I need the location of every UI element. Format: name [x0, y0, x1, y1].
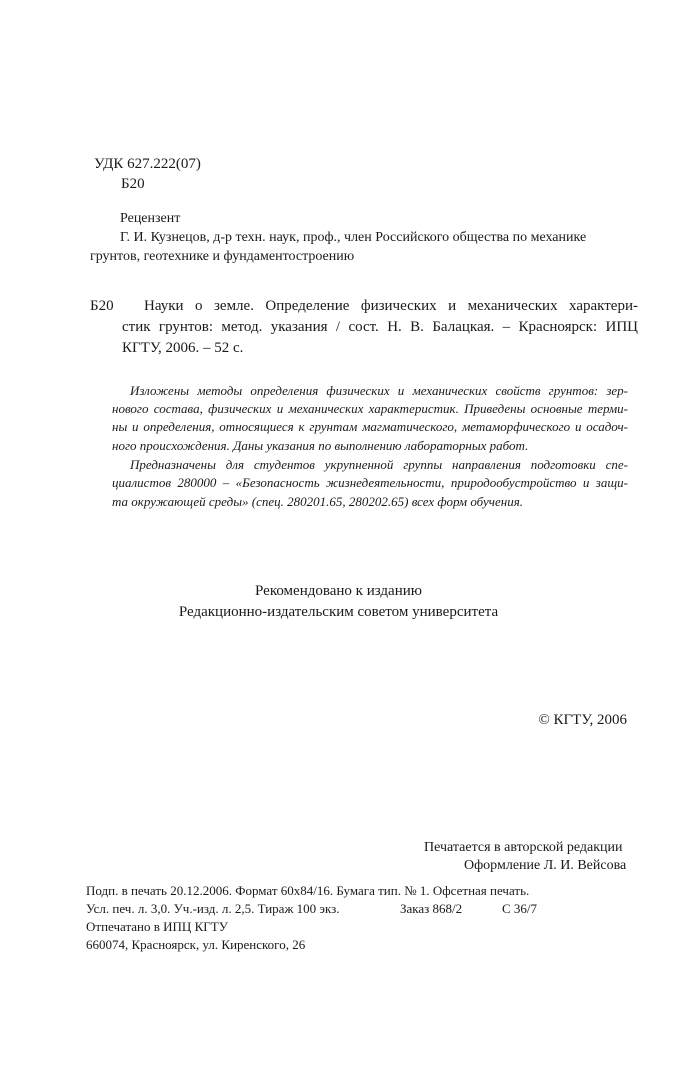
copyright: © КГТУ, 2006	[538, 712, 627, 728]
reviewer-line-1: Г. И. Кузнецов, д-р техн. наук, проф., член Российского общества по механике	[120, 230, 587, 245]
imprint-order: Заказ 868/2	[400, 901, 463, 916]
abstract-line: нового состава, физических и механических характеристик. Приведены основные терми-	[112, 401, 628, 416]
bib-line-3: КГТУ, 2006. – 52 с.	[122, 340, 244, 356]
recommendation-line-2: Редакционно-издательским советом университета	[178, 604, 499, 620]
imprint-line-3: Отпечатано в ИПЦ КГТУ	[86, 919, 228, 934]
abstract-line: та окружающей среды» (спец. 280201.65, 280202.65) всех форм обучения.	[112, 494, 524, 509]
abstract-line: Изложены методы определения физических и механических свойств грунтов: зер-	[130, 383, 628, 398]
imprint-line-1: Подп. в печать 20.12.2006. Формат 60х84/16. Бумага тип. № 1. Офсетная печать.	[86, 883, 530, 898]
abstract-line: циалистов 280000 – «Безопасность жизнедеятельности, природообустройство и защи-	[112, 475, 628, 490]
imprint-line-4: 660074, Красноярск, ул. Киренского, 26	[86, 937, 306, 952]
imprint-code: С 36/7	[502, 901, 538, 916]
abstract-line: Предназначены для студентов укрупненной группы направления подготовки спе-	[130, 457, 628, 472]
bib-line-2: стик грунтов: метод. указания / сост. Н. В. Балацкая. – Красноярск: ИПЦ	[122, 319, 638, 335]
udk-index: Б20	[121, 176, 145, 192]
reviewer-label: Рецензент	[120, 211, 181, 226]
abstract-line: ны и определения, относящиеся к грунтам магматического, метаморфического и осадоч-	[112, 419, 628, 434]
bib-line-1: Науки о земле. Определение физических и механических характери-	[144, 298, 638, 314]
reviewer-line-2: грунтов, геотехнике и фундаментостроению	[90, 249, 355, 264]
udk-code: УДК 627.222(07)	[94, 156, 201, 172]
edition-line-2: Оформление Л. И. Вейсова	[464, 858, 627, 873]
abstract-line: ного происхождения. Даны указания по выполнению лабораторных работ.	[112, 438, 529, 453]
recommendation-line-1: Рекомендовано к изданию	[255, 583, 422, 599]
imprint-line-2: Усл. печ. л. 3,0. Уч.-изд. л. 2,5. Тираж 100 экз.	[86, 901, 340, 916]
edition-line-1: Печатается в авторской редакции	[424, 840, 623, 855]
bib-index: Б20	[90, 298, 114, 314]
